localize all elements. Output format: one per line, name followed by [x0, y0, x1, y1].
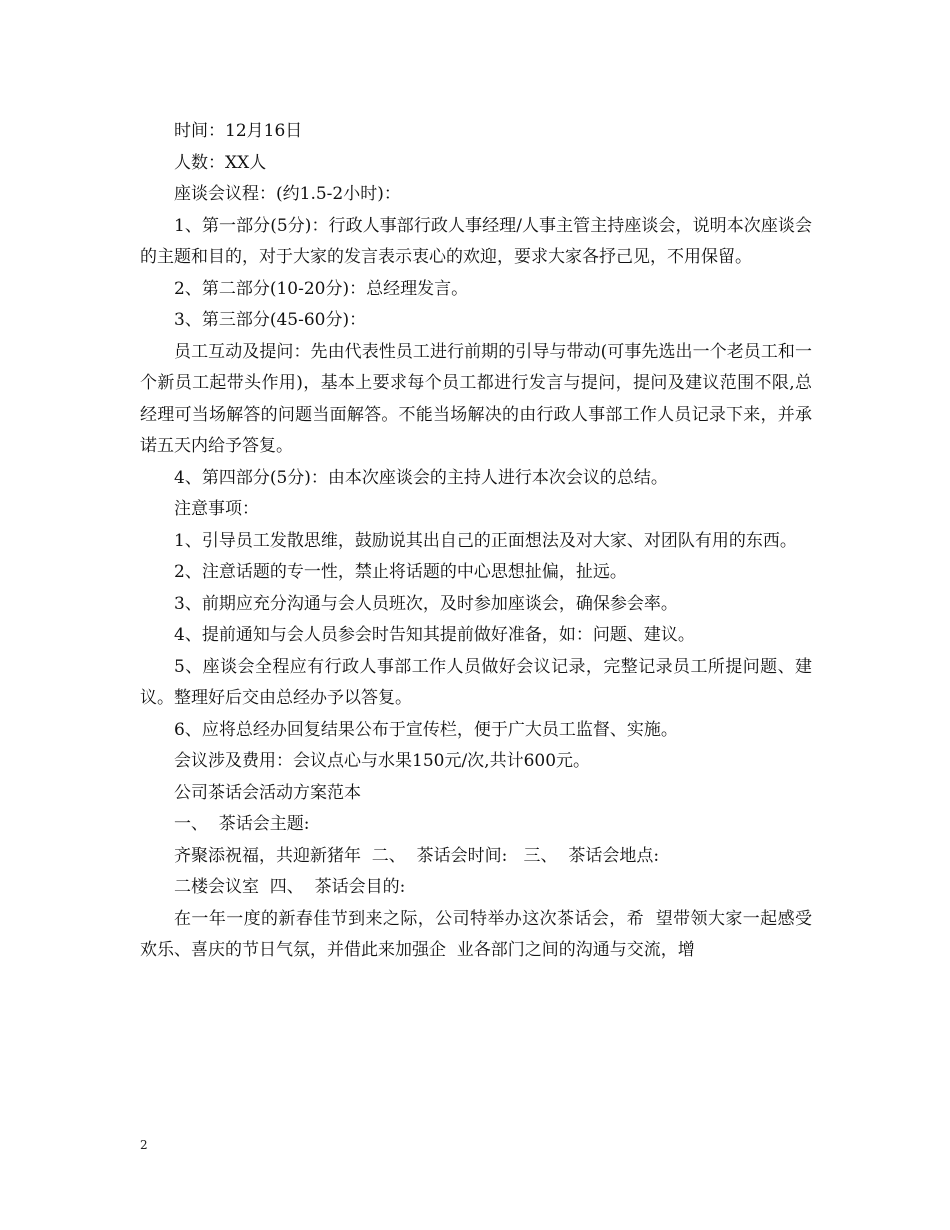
paragraph-cost: 会议涉及费用：会议点心与水果150元/次,共计600元。 — [174, 751, 591, 771]
paragraph-note-5: 5、座谈会全程应有行政人事部工作人员做好会议记录，完整记录员工所提问题、建议。整理好后交由总经办予以答复。 — [140, 656, 812, 708]
paragraph-note-3: 3、前期应充分沟通与会人员班次，及时参加座谈会，确保参会率。 — [174, 593, 678, 614]
paragraph-note-4: 4、提前通知与会人员参会时告知其提前做好准备，如：问题、建议。 — [174, 625, 695, 645]
paragraph-tea-party-venue: 二楼会议室 四、 茶话会目的: — [174, 877, 406, 897]
page-number: 2 — [140, 1138, 148, 1152]
paragraph-agenda-part-1: 1、第一部分(5分)：行政人事部行政人事经理/人事主管主持座谈会，说明本次座谈会的主题和目的，对于大家的发言表示衷心的欢迎，要求大家各抒己见，不用保留。 — [140, 215, 812, 267]
document-body — [140, 116, 812, 967]
paragraph-note-6: 6、应将总经办回复结果公布于宣传栏，便于广大员工监督、实施。 — [174, 719, 678, 740]
paragraph-interaction: 员工互动及提问：先由代表性员工进行前期的引导与带动(可事先选出一个老员工和一个新员工起带头作用)，基本上要求每个员工都进行发言与提问，提问及建议范围不限,总经理可当场解答的问题当面解答。不能当场解决的由行政人事部工作人员记录下来，并承诺五天内给予答复。 — [140, 341, 812, 456]
paragraph-tea-party-purpose: 在一年一度的新春佳节到来之际，公司特举办这次茶话会，希 望带领大家一起感受欢乐、喜庆的节日气氛，并借此来加强企 业各部门之间的沟通与交流，增 — [140, 908, 812, 960]
paragraph-note-1: 1、引导员工发散思维，鼓励说其出自己的正面想法及对大家、对团队有用的东西。 — [174, 530, 797, 551]
paragraph-tea-party-title: 公司茶话会活动方案范本 — [174, 782, 361, 803]
paragraph-notes-heading: 注意事项： — [174, 499, 259, 519]
paragraph-attendees: 人数：XX人 — [174, 152, 267, 173]
paragraph-agenda-part-4: 4、第四部分(5分)：由本次座谈会的主持人进行本次会议的总结。 — [174, 467, 668, 488]
paragraph-agenda-part-2: 2、第二部分(10-20分)：总经理发言。 — [174, 278, 469, 299]
paragraph-tea-party-theme: 齐聚添祝福，共迎新猪年 二、 茶话会时间: 三、 茶话会地点: — [174, 845, 660, 866]
paragraph-note-2: 2、注意话题的专一性，禁止将话题的中心思想扯偏，扯远。 — [174, 562, 627, 582]
paragraph-agenda-heading: 座谈会议程：(约1.5-2小时)： — [174, 184, 401, 204]
paragraph-agenda-part-3: 3、第三部分(45-60分)： — [174, 310, 367, 330]
paragraph-time: 时间：12月16日 — [174, 121, 303, 141]
paragraph-tea-party-theme-heading: 一、 茶话会主题: — [174, 814, 310, 834]
